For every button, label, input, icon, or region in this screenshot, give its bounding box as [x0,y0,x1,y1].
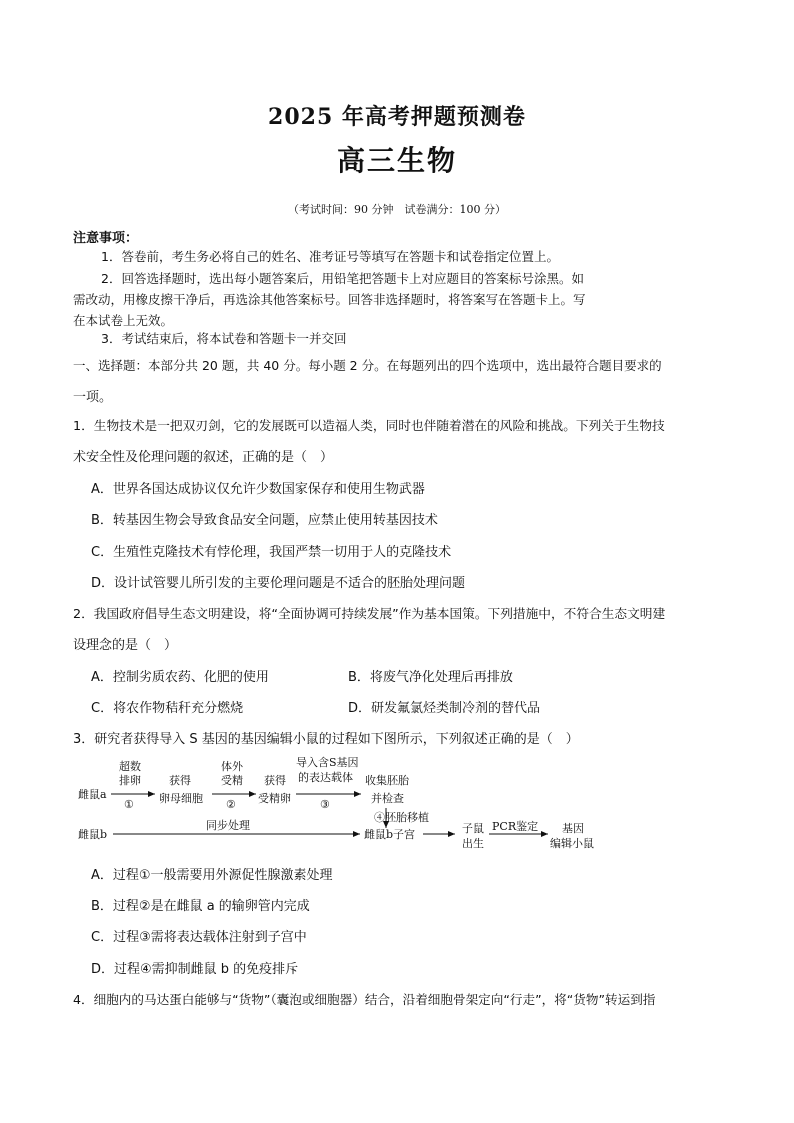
label-uterus: 雌鼠b子宫 [364,828,416,841]
label-mouse-b: 雌鼠b [78,828,108,841]
note-item-2-line-3: 在本试卷上无效。 [73,313,174,328]
exam-title: 2025 年高考押题预测卷 [268,104,526,130]
q3-stem: 3．研究者获得导入 S 基因的基因编辑小鼠的过程如下图所示，下列叙述正确的是（ ） [73,732,579,747]
q1-option-b: B．转基因生物会导致食品安全问题，应禁止使用转基因技术 [91,513,438,528]
label-get-zygote-bottom: 受精卵 [258,792,291,805]
q2-option-b: B．将废气净化处理后再排放 [348,670,513,685]
label-step1-num: ① [124,798,134,811]
q2-option-a: A．控制劣质农药、化肥的使用 [91,670,269,685]
note-item-3: 3．考试结束后，将本试卷和答题卡一并交回 [101,331,347,346]
note-item-2-line-1: 2．回答选择题时，选出每小题答案后，用铅笔把答题卡上对应题目的答案标号涂黑。如 [101,271,584,286]
label-result-bottom: 编辑小鼠 [550,837,594,850]
q3-option-b: B．过程②是在雌鼠 a 的输卵管内完成 [91,899,310,914]
q2-stem-line-2: 设理念的是（ ） [73,638,178,653]
note-item-2-line-2: 需改动，用橡皮擦干净后，再选涂其他答案标号。回答非选择题时，将答案写在答题卡上。写 [73,292,586,307]
q1-option-d: D．设计试管婴儿所引发的主要伦理问题是不适合的胚胎处理问题 [91,576,466,591]
q1-option-a: A．世界各国达成协议仅允许少数国家保存和使用生物武器 [91,482,425,497]
label-step3-num: ③ [320,798,330,811]
label-pcr: PCR鉴定 [492,820,539,833]
q3-option-c: C．过程③需将表达载体注射到子宫中 [91,930,307,945]
label-step4: ④胚胎移植 [374,811,429,824]
label-pups-top: 子鼠 [462,822,484,835]
label-step2-num: ② [226,798,236,811]
note-item-1: 1．答卷前，考生务必将自己的姓名、准考证号等填写在答题卡和试卷指定位置上。 [101,249,559,264]
q1-option-c: C．生殖性克隆技术有悖伦理，我国严禁一切用于人的克隆技术 [91,545,452,560]
label-step1-top1: 超数 [119,760,141,773]
q1-stem-line-2: 术安全性及伦理问题的叙述，正确的是（ ） [73,450,334,465]
label-mouse-a: 雌鼠a [78,788,107,801]
section-1-line-1: 一、选择题：本部分共 20 题，共 40 分。每小题 2 分。在每题列出的四个选项中，选出最符合题目要求的 [73,358,662,373]
q1-stem-line-1: 1．生物技术是一把双刃剑，它的发展既可以造福人类，同时也伴随着潜在的风险和挑战。下列关于生物技 [73,418,665,433]
label-collect-bottom: 并检查 [371,792,404,805]
label-collect-top: 收集胚胎 [365,774,409,787]
label-step1-top2: 排卵 [119,774,141,787]
label-step3-top1: 导入含S基因 [296,756,359,769]
label-step2-top2: 受精 [221,774,243,787]
gene-editing-process-diagram [78,754,638,864]
label-result-top: 基因 [562,822,584,835]
notes-title: 注意事项： [73,231,139,246]
section-1-line-2: 一项。 [73,390,113,405]
q2-option-d: D．研发氟氯烃类制冷剂的替代品 [348,701,541,716]
q2-stem-line-1: 2．我国政府倡导生态文明建设，将“全面协调可持续发展”作为基本国策。下列措施中，不符合生态文明建 [73,606,666,621]
label-step2-top1: 体外 [221,760,243,773]
q3-option-d: D．过程④需抑制雌鼠 b 的免疫排斥 [91,962,299,977]
q3-option-a: A．过程①一般需要用外源促性腺激素处理 [91,868,333,883]
q2-option-c: C．将农作物秸秆充分燃烧 [91,701,244,716]
label-get-egg-top: 获得 [169,774,191,787]
label-sync: 同步处理 [206,819,250,832]
label-get-egg-bottom: 卵母细胞 [159,792,203,805]
q4-stem-line-1: 4．细胞内的马达蛋白能够与“货物”（囊泡或细胞器）结合，沿着细胞骨架定向“行走”，将“货物”转运到指 [73,992,656,1007]
label-pups-bottom: 出生 [462,837,484,850]
exam-subject: 高三生物 [336,144,457,177]
exam-info: （考试时间：90 分钟 试卷满分：100 分） [288,203,506,216]
label-get-zygote-top: 获得 [264,774,286,787]
label-step3-top2: 的表达载体 [298,771,353,784]
